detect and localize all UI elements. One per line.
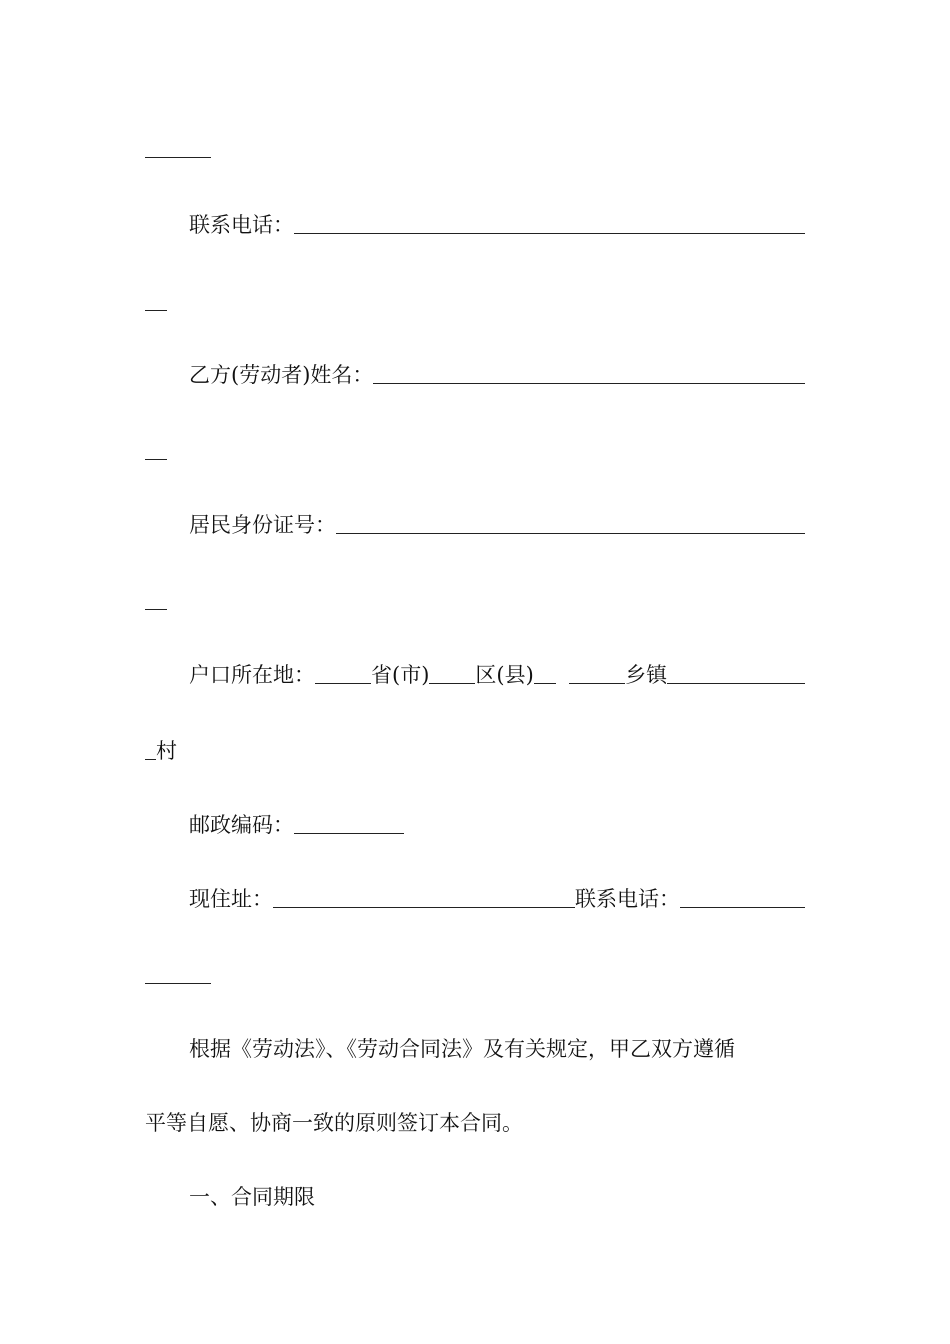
party-b-name-blank[interactable] — [373, 383, 805, 384]
continuation-line-1 — [145, 134, 805, 164]
province-label: 省(市) — [371, 663, 430, 687]
id-number-row — [145, 510, 805, 540]
party-a-phone-blank[interactable] — [294, 233, 805, 234]
province-blank[interactable] — [315, 683, 371, 684]
district-blank[interactable] — [429, 683, 475, 684]
postal-code-label: 邮政编码： — [189, 813, 294, 837]
postal-code-row — [145, 810, 805, 840]
party-b-phone-blank[interactable] — [680, 907, 805, 908]
gap-blank[interactable] — [534, 683, 556, 684]
party-a-phone-row — [145, 210, 805, 240]
continuation-line-3 — [145, 436, 805, 466]
party-a-phone-label: 联系电话： — [189, 213, 294, 237]
id-number-blank[interactable] — [336, 533, 805, 534]
id-number-label: 居民身份证号： — [189, 513, 336, 537]
town-label: 乡镇 — [625, 663, 668, 687]
household-row — [145, 660, 805, 690]
village-blank[interactable] — [667, 683, 805, 684]
address-label: 现住址： — [189, 887, 273, 911]
village-row — [145, 736, 805, 766]
paragraph-line-2 — [145, 1108, 805, 1138]
blank-field[interactable] — [145, 459, 167, 460]
section-heading-row — [145, 1182, 805, 1212]
household-label: 户口所在地： — [189, 663, 315, 687]
district-label: 区(县) — [475, 663, 534, 687]
party-b-name-label: 乙方(劳动者)姓名： — [189, 363, 374, 387]
party-b-name-row — [145, 360, 805, 390]
section-heading: 一、合同期限 — [189, 1185, 315, 1209]
blank-field[interactable] — [145, 157, 211, 158]
address-blank[interactable] — [273, 907, 575, 908]
continuation-line-5 — [145, 960, 805, 990]
blank-field[interactable] — [145, 983, 211, 984]
paragraph-text-1: 根据《劳动法》、《劳动合同法》及有关规定，甲乙双方遵循 — [189, 1037, 735, 1061]
address-row — [145, 884, 805, 914]
village-label: 村 — [156, 739, 177, 763]
blank-field[interactable] — [145, 310, 167, 311]
paragraph-line-1 — [145, 1034, 805, 1064]
blank-field[interactable] — [145, 609, 167, 610]
continuation-line-4 — [145, 586, 805, 616]
paragraph-text-2: 平等自愿、协商一致的原则签订本合同。 — [145, 1111, 523, 1135]
town-blank[interactable] — [569, 683, 625, 684]
party-b-phone-label: 联系电话： — [575, 887, 680, 911]
postal-code-blank[interactable] — [294, 833, 404, 834]
blank-field[interactable] — [145, 759, 156, 760]
continuation-line-2 — [145, 287, 805, 317]
